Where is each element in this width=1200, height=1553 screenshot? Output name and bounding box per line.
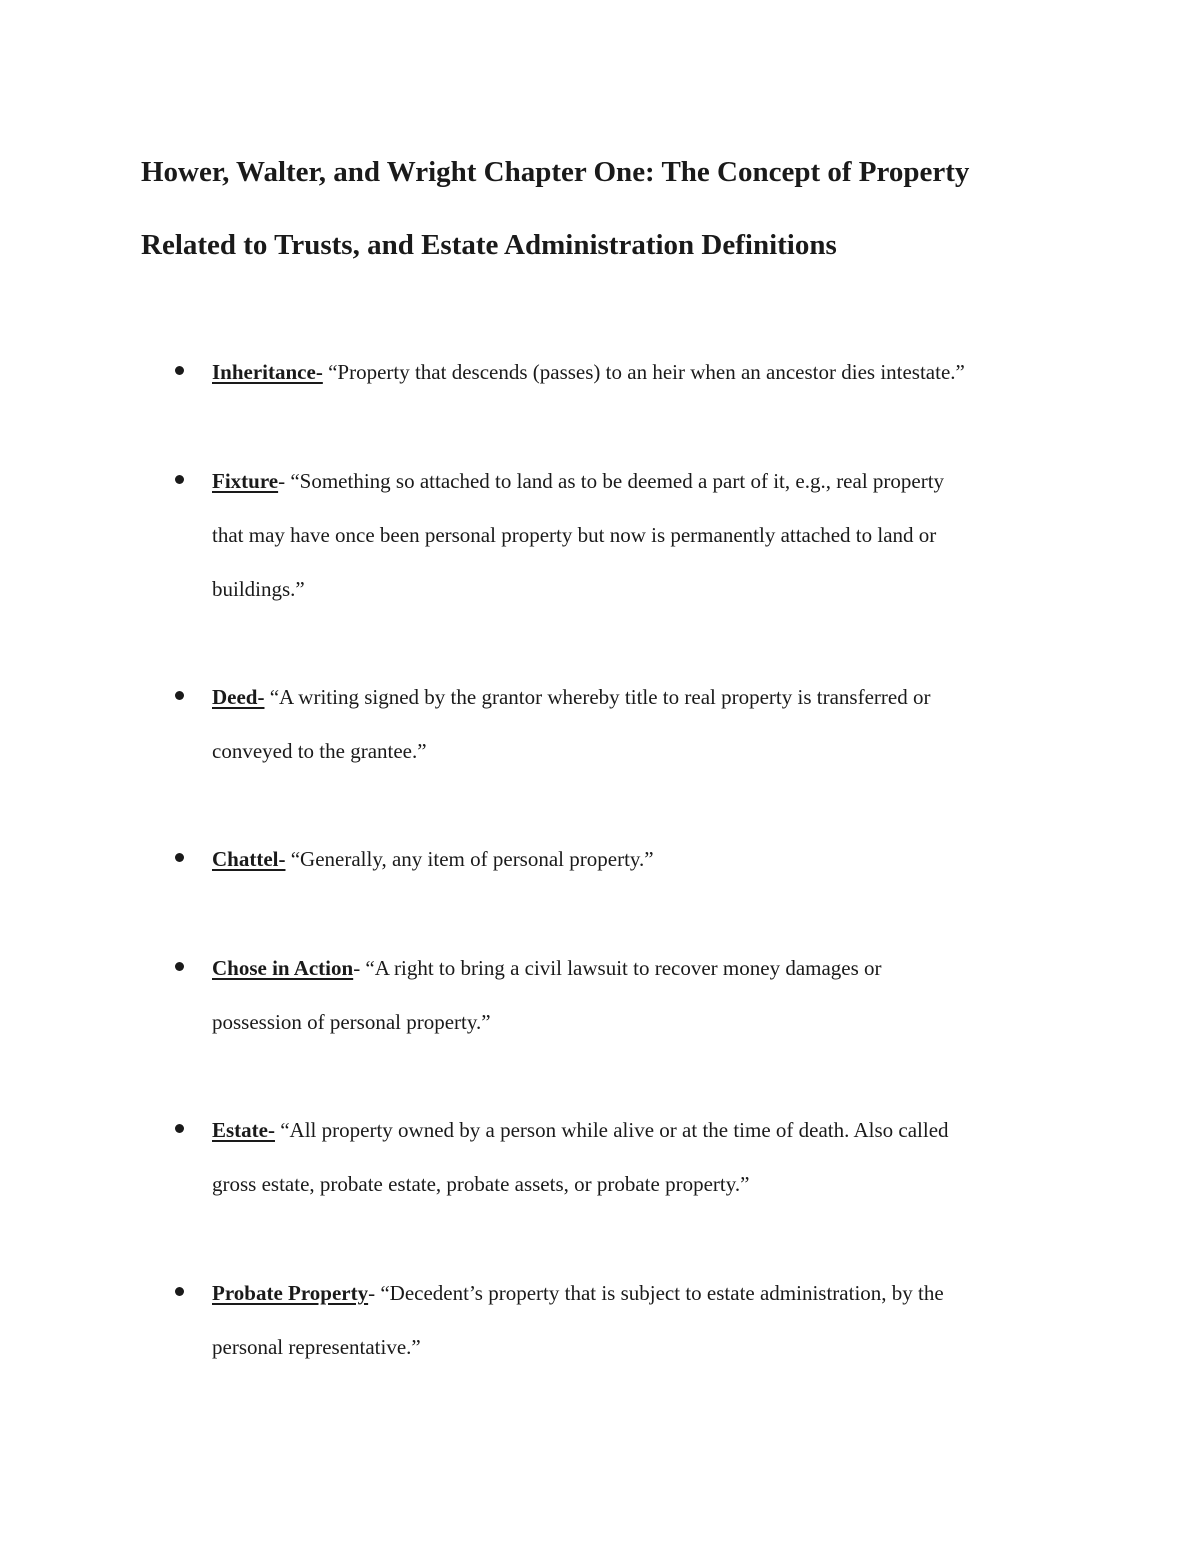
definition-line [212, 670, 1072, 724]
definition-text: - “Something so attached to land as to be deemed a part of it, e.g., real property [278, 469, 945, 493]
definition-line [212, 832, 1072, 886]
definition-term: Estate- [212, 1118, 275, 1142]
definition-term: Deed- [212, 685, 265, 709]
definition-line: buildings.” [212, 577, 305, 601]
definition-term: Chattel- [212, 847, 286, 871]
definition-fixture [212, 454, 1072, 616]
definition-text: “A writing signed by the grantor whereby title to real property is transferred or [269, 685, 931, 709]
definition-line: gross estate, probate estate, probate assets, or probate property.” [212, 1172, 750, 1196]
title-line-1: Hower, Walter, and Wright Chapter One: The Concept of Property [141, 156, 970, 188]
definition-chose-in-action [212, 941, 1072, 1049]
definition-line: personal representative.” [212, 1335, 421, 1359]
definition-line [212, 1103, 1072, 1157]
definition-line [212, 941, 1072, 995]
definition-term: Probate Property [212, 1281, 369, 1305]
document-title [141, 136, 1081, 282]
bullet-icon [175, 475, 184, 484]
definition-text: “All property owned by a person while alive or at the time of death. Also called [280, 1118, 949, 1142]
definition-estate [212, 1103, 1072, 1211]
definition-line: possession of personal property.” [212, 1010, 491, 1034]
bullet-icon [175, 366, 184, 375]
definition-line: conveyed to the grantee.” [212, 739, 427, 763]
bullet-icon [175, 962, 184, 971]
definition-line [212, 1266, 1072, 1320]
bullet-icon [175, 691, 184, 700]
definition-text: “Property that descends (passes) to an heir when an ancestor dies intestate.” [328, 360, 965, 384]
definition-line: that may have once been personal property but now is permanently attached to land or [212, 523, 937, 547]
bullet-icon [175, 853, 184, 862]
definition-text: - “A right to bring a civil lawsuit to recover money damages or [353, 956, 882, 980]
definition-deed [212, 670, 1072, 778]
definition-probate-property [212, 1266, 1072, 1374]
definition-term: Chose in Action [212, 956, 354, 980]
definition-chattel [212, 832, 1072, 886]
definition-line [212, 454, 1072, 508]
bullet-icon [175, 1124, 184, 1133]
title-line-2: Related to Trusts, and Estate Administration Definitions [141, 229, 837, 261]
definition-inheritance [212, 345, 1072, 399]
definition-line [212, 345, 1072, 399]
definition-text: - “Decedent’s property that is subject to estate administration, by the [368, 1281, 944, 1305]
bullet-icon [175, 1287, 184, 1296]
definition-term: Fixture [212, 469, 279, 493]
definition-term: Inheritance- [212, 360, 323, 384]
definition-text: “Generally, any item of personal property.” [290, 847, 654, 871]
